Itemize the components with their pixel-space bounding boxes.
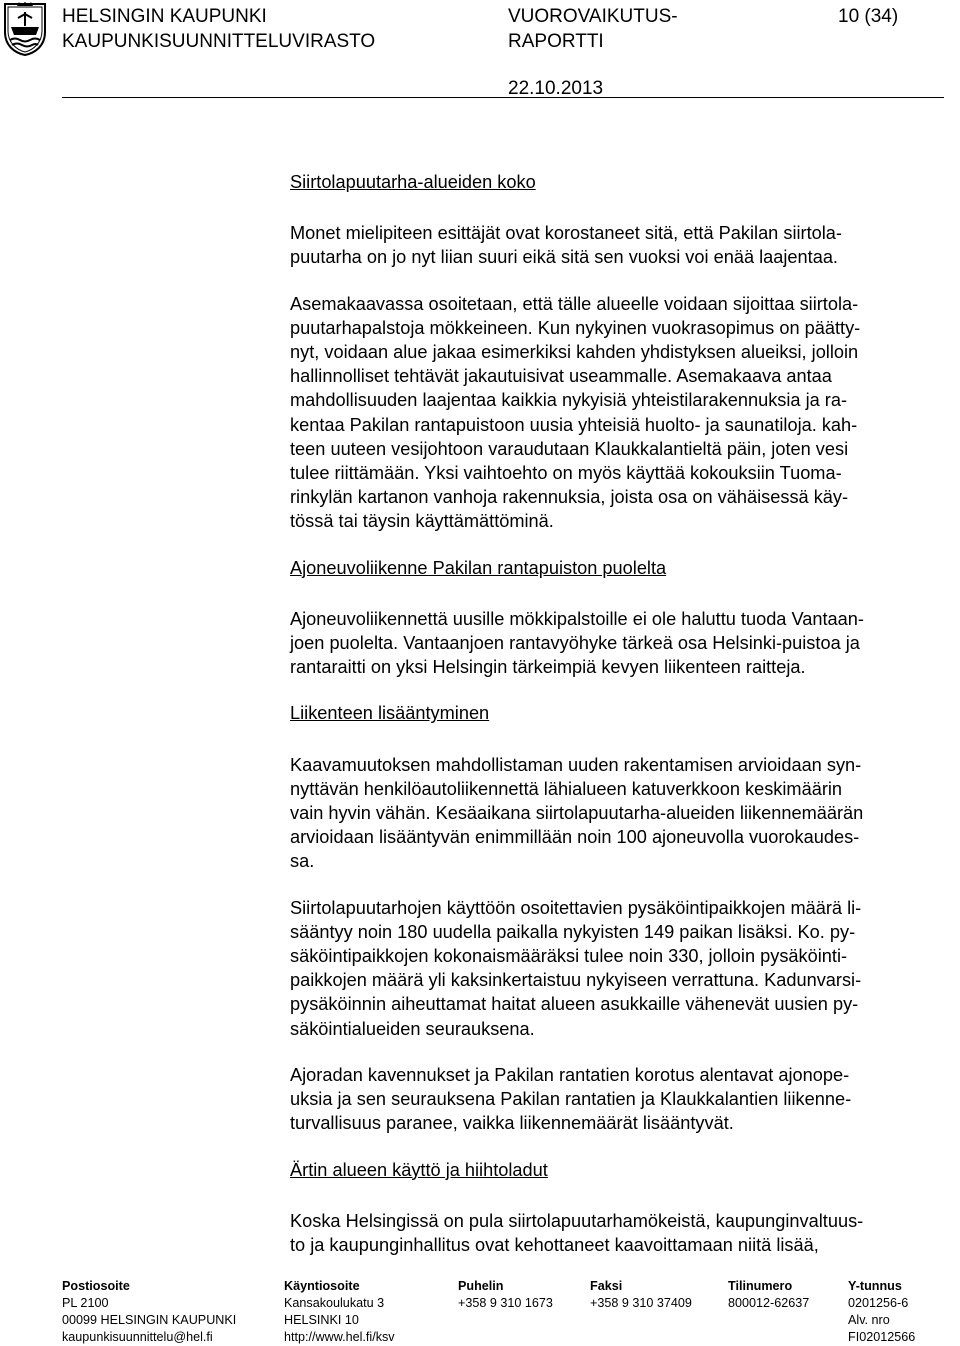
- text-line: uksia ja sen seurauksena Pakilan rantatien ja Klaukkalantien liikenne-: [290, 1089, 852, 1110]
- spacer: [290, 1041, 950, 1063]
- body-paragraph: [290, 1209, 950, 1257]
- text-line: joen puolelta. Vantaanjoen rantavyöhyke tärkeä osa Helsinki-puistoa ja: [290, 633, 860, 654]
- spacer: [290, 534, 950, 556]
- text-line: kentaa Pakilan rantapuistoon uusia yhteisiä huolto- ja saunatiloja. kah-: [290, 414, 858, 435]
- footer-value: Alv. nro: [848, 1313, 890, 1327]
- text-line: to ja kaupunginhallitus ovat kehottaneet kaavoittamaan niitä lisää,: [290, 1234, 819, 1255]
- text-line: nyt, voidaan alue jakaa esimerkiksi kahden yhdistyksen alueiksi, jolloin: [290, 342, 859, 363]
- footer-column: [728, 1278, 809, 1312]
- helsinki-crest-icon: [2, 2, 48, 56]
- text-line: Asemakaavassa osoitetaan, että tälle alueelle voidaan sijoittaa siirtola-: [290, 293, 859, 314]
- document-date: 22.10.2013: [508, 78, 604, 99]
- footer-value: 00099 HELSINGIN KAUPUNKI: [62, 1313, 237, 1327]
- footer-column: [284, 1278, 395, 1346]
- text-line: paikkojen määrä yli kaksinkertaistuu nykyiseen verrattuna. Kadunvarsi-: [290, 970, 862, 991]
- body-paragraph: [290, 221, 950, 269]
- body-paragraph: [290, 896, 950, 1041]
- section-heading: Liikenteen lisääntyminen: [290, 703, 490, 724]
- spacer: [290, 726, 950, 753]
- footer-value: +358 9 310 1673: [458, 1296, 553, 1310]
- text-line: puutarhapalstoja mökkeineen. Kun nykyinen vuokrasopimus on päätty-: [290, 317, 861, 338]
- spacer: [290, 194, 950, 221]
- text-line: pysäköinnin aiheuttamat haitat alueen asukkaille vähenevät uusien py-: [290, 994, 859, 1015]
- text-line: tössä tai täysin käyttämättöminä.: [290, 511, 554, 532]
- footer-label: Postiosoite: [62, 1279, 130, 1293]
- footer-value: FI02012566: [848, 1330, 916, 1344]
- text-line: sa.: [290, 851, 315, 872]
- footer-column: [458, 1278, 553, 1312]
- text-line: säköintipaikkojen kokonaismääräksi tulee noin 330, jolloin pysäköinti-: [290, 946, 848, 967]
- text-line: Monet mielipiteen esittäjät ovat korostaneet sitä, että Pakilan siirtola-: [290, 223, 842, 244]
- footer-value: PL 2100: [62, 1296, 109, 1310]
- spacer: [290, 580, 950, 607]
- text-line: Kaavamuutoksen mahdollistaman uuden rakentamisen arvioidaan syn-: [290, 754, 862, 775]
- document-title-line: RAPORTTI: [508, 31, 604, 52]
- footer-value: http://www.hel.fi/ksv: [284, 1330, 395, 1344]
- footer-value: +358 9 310 37409: [590, 1296, 692, 1310]
- spacer: [290, 874, 950, 896]
- document-title: [508, 4, 678, 54]
- text-line: rantaraitti on yksi Helsingin tärkeimpiä kevyen liikenteen raitteja.: [290, 657, 806, 678]
- text-line: mahdollisuuden laajentaa kaikkia nykyisiä yhteistilarakennuksia ja ra-: [290, 390, 848, 411]
- spacer: [290, 1136, 950, 1158]
- spacer: [290, 270, 950, 292]
- footer-label: Käyntiosoite: [284, 1279, 360, 1293]
- footer-label: Tilinumero: [728, 1279, 793, 1293]
- text-line: rinkylän kartanon vanhoja rakennuksia, joista osa on vähäisessä käy-: [290, 487, 849, 508]
- text-line: teen uuteen vesijohtoon varaudutaan Klaukkalantieltä päin, joten vesi: [290, 438, 849, 459]
- section-heading: Ärtin alueen käyttö ja hiihtoladut: [290, 1159, 548, 1180]
- body-paragraph: [290, 607, 950, 680]
- text-line: vain hyvin vähän. Kesäaikana siirtolapuutarha-alueiden liikennemäärän: [290, 803, 864, 824]
- footer-value: 800012-62637: [728, 1296, 810, 1310]
- page-number: 10 (34): [838, 6, 899, 27]
- footer-value: 0201256-6: [848, 1296, 909, 1310]
- document-title-line: VUOROVAIKUTUS-: [508, 6, 678, 27]
- body-paragraph: [290, 753, 950, 874]
- spacer: [290, 679, 950, 701]
- body-paragraph: [290, 1063, 950, 1136]
- footer-column: [62, 1278, 236, 1346]
- body-paragraph: [290, 292, 950, 534]
- page-footer: [62, 1278, 952, 1344]
- text-line: arvioidaan lisääntyvän enimmillään noin 100 ajoneuvolla vuorokaudes-: [290, 827, 860, 848]
- document-body: [290, 170, 950, 1257]
- text-line: hallinnolliset tehtävät jakautuisivat useammalle. Asemakaava antaa: [290, 366, 832, 387]
- footer-value: kaupunkisuunnittelu@hel.fi: [62, 1330, 213, 1344]
- text-line: nyttävän henkilöautoliikennettä lähialueen katuverkkoon keskimäärin: [290, 778, 843, 799]
- text-line: sääntyy noin 180 uudella paikalla nykyisten 149 paikan lisäksi. Ko. py-: [290, 921, 856, 942]
- footer-label: Faksi: [590, 1279, 623, 1293]
- footer-label: Puhelin: [458, 1279, 504, 1293]
- text-line: Ajoradan kavennukset ja Pakilan rantatien korotus alentavat ajonope-: [290, 1064, 850, 1085]
- text-line: säköintialueiden seurauksena.: [290, 1018, 535, 1039]
- footer-column: [848, 1278, 915, 1346]
- footer-column: [590, 1278, 692, 1312]
- footer-value: Kansakoulukatu 3: [284, 1296, 385, 1310]
- footer-label: Y-tunnus: [848, 1279, 902, 1293]
- organization-line: KAUPUNKISUUNNITTELUVIRASTO: [62, 31, 376, 52]
- text-line: Siirtolapuutarhojen käyttöön osoitettavien pysäköintipaikkojen määrä li-: [290, 897, 862, 918]
- section-heading: Siirtolapuutarha-alueiden koko: [290, 172, 536, 192]
- footer-value: HELSINKI 10: [284, 1313, 359, 1327]
- section-heading: Ajoneuvoliikenne Pakilan rantapuiston puolelta: [290, 557, 667, 578]
- text-line: Koska Helsingissä on pula siirtolapuutarhamökeistä, kaupunginvaltuus-: [290, 1210, 864, 1231]
- text-line: puutarha on jo nyt liian suuri eikä sitä sen vuoksi voi enää laajentaa.: [290, 247, 838, 268]
- text-line: tulee riittämään. Yksi vaihtoehto on myös käyttää kokouksiin Tuoma-: [290, 463, 842, 484]
- organization-line: HELSINGIN KAUPUNKI: [62, 6, 267, 27]
- text-line: turvallisuus paranee, vaikka liikennemäärät lisääntyvät.: [290, 1113, 734, 1134]
- text-line: Ajoneuvoliikennettä uusille mökkipalstoille ei ole haluttu tuoda Vantaan-: [290, 608, 864, 629]
- header-divider: [62, 97, 944, 98]
- organization-name: [62, 4, 375, 54]
- spacer: [290, 1182, 950, 1209]
